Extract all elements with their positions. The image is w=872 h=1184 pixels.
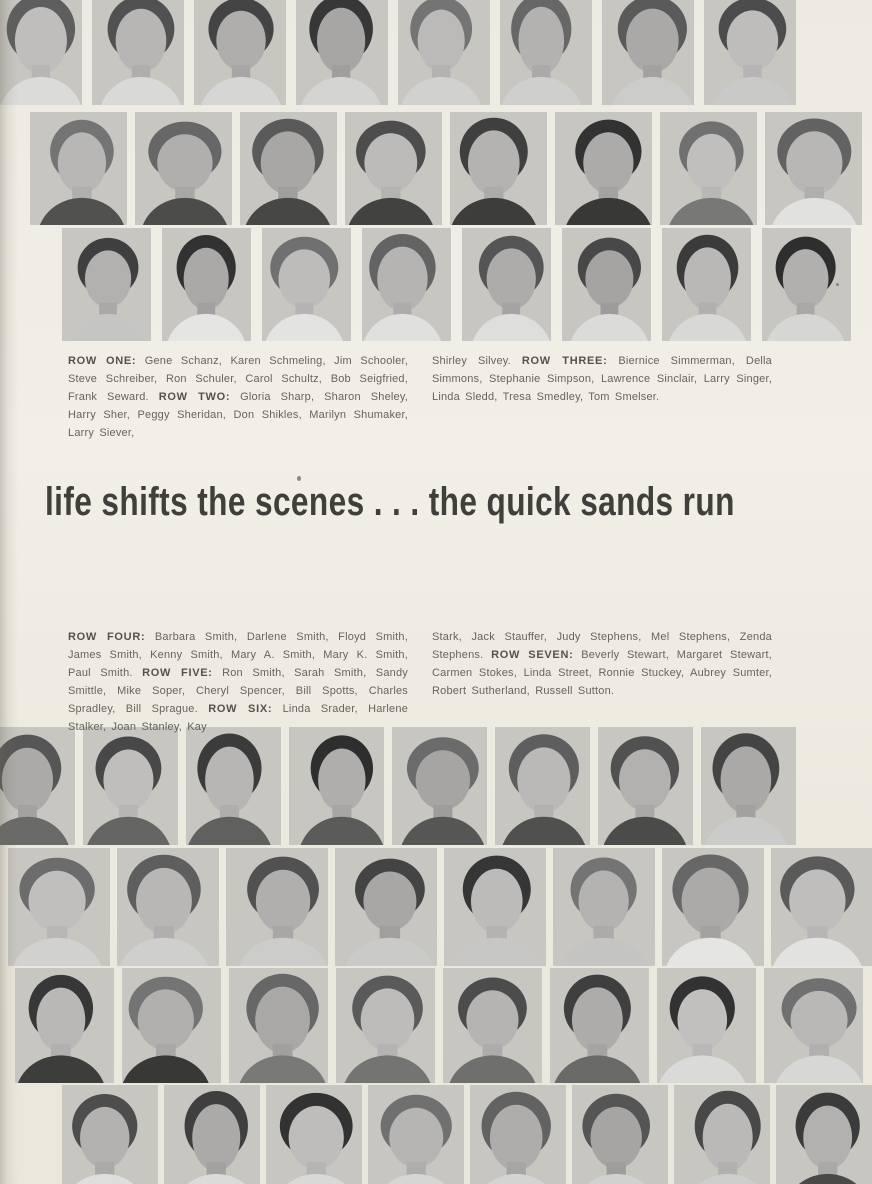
portrait-photo	[164, 1085, 260, 1184]
portrait-photo	[8, 848, 110, 966]
portrait-photo	[368, 1085, 464, 1184]
portrait-photo	[392, 727, 487, 845]
portrait-photo	[662, 228, 751, 341]
portrait-photo	[598, 727, 693, 845]
row-label: ROW TWO:	[158, 391, 231, 403]
portrait-photo	[443, 968, 542, 1083]
portrait-photo	[345, 112, 442, 225]
portrait-photo	[62, 1085, 158, 1184]
caption-column-left: ROW ONE: Gene Schanz, Karen Schmeling, Jim Schooler, Steve Schreiber, Ron Schuler, Carol Schultz, Bob Seigfried, Frank Seward. ROW TWO: Gloria Sharp, Sharon Sheley, Harry Sher, Peggy Sheridan, Don Shikles, Marilyn Shumaker, Larry Siever,	[68, 355, 408, 439]
portrait-photo	[555, 112, 652, 225]
page-headline: life shifts the scenes . . . the quick sands run	[45, 480, 735, 524]
photo-row-1	[0, 0, 796, 105]
portrait-photo	[462, 228, 551, 341]
row-label: ROW FOUR:	[68, 631, 146, 643]
photo-row-5	[8, 848, 872, 966]
caption-column-left: ROW FOUR: Barbara Smith, Darlene Smith, Floyd Smith, James Smith, Kenny Smith, Mary A. Smith, Mary K. Smith, Paul Smith. ROW FIVE: Ron Smith, Sarah Smith, Sandy Smittle, Mike Soper, Cheryl Spencer, Bill Spotts, Charles Spradley, Bill Sprague. ROW SIX: Linda Srader, Harlene Stalker, Joan Stanley, Kay	[68, 631, 409, 733]
caption-block-rows-4-7	[68, 628, 772, 736]
portrait-photo	[226, 848, 328, 966]
portrait-photo	[562, 228, 651, 341]
portrait-photo	[444, 848, 546, 966]
portrait-photo	[550, 968, 649, 1083]
portrait-photo	[162, 228, 251, 341]
photo-row-4	[0, 727, 796, 845]
row-label: ROW SEVEN:	[491, 649, 574, 661]
portrait-photo	[135, 112, 232, 225]
portrait-photo	[229, 968, 328, 1083]
portrait-photo	[296, 0, 388, 105]
row-label: ROW THREE:	[521, 355, 608, 367]
portrait-photo	[500, 0, 592, 105]
portrait-photo	[771, 848, 872, 966]
portrait-photo	[92, 0, 184, 105]
portrait-photo	[776, 1085, 872, 1184]
portrait-photo	[122, 968, 221, 1083]
portrait-photo	[657, 968, 756, 1083]
portrait-photo	[450, 112, 547, 225]
portrait-photo	[186, 727, 281, 845]
photo-row-6	[15, 968, 863, 1083]
portrait-photo	[83, 727, 178, 845]
caption-column-right: Stark, Jack Stauffer, Judy Stephens, Mel Stephens, Zenda Stephens. ROW SEVEN: Beverly Stewart, Margaret Stewart, Carmen Stokes, Linda Street, Ronnie Stuckey, Aubrey Sumter, Robert Sutherland, Russell Sutton.	[432, 631, 772, 697]
portrait-photo	[660, 112, 757, 225]
portrait-photo	[30, 112, 127, 225]
caption-column-right: Shirley Silvey. ROW THREE: Biernice Simmerman, Della Simmons, Stephanie Simpson, Lawrence Sinclair, Larry Singer, Linda Sledd, Tresa Smedley, Tom Smelser.	[432, 355, 772, 403]
portrait-photo	[15, 968, 114, 1083]
portrait-photo	[553, 848, 655, 966]
portrait-photo	[0, 0, 82, 105]
portrait-photo	[674, 1085, 770, 1184]
portrait-photo	[117, 848, 219, 966]
row-label: ROW ONE:	[68, 355, 137, 367]
portrait-photo	[0, 727, 75, 845]
portrait-photo	[764, 968, 863, 1083]
portrait-photo	[572, 1085, 668, 1184]
portrait-photo	[765, 112, 862, 225]
portrait-photo	[704, 0, 796, 105]
portrait-photo	[602, 0, 694, 105]
portrait-photo	[336, 968, 435, 1083]
caption-block-rows-1-3	[68, 352, 772, 442]
portrait-photo	[266, 1085, 362, 1184]
portrait-photo	[262, 228, 351, 341]
portrait-photo	[362, 228, 451, 341]
photo-row-3	[62, 228, 851, 341]
portrait-photo	[701, 727, 796, 845]
portrait-photo	[289, 727, 384, 845]
portrait-photo	[240, 112, 337, 225]
portrait-photo	[662, 848, 764, 966]
portrait-photo	[398, 0, 490, 105]
portrait-photo	[495, 727, 590, 845]
row-label: ROW FIVE:	[142, 667, 213, 679]
portrait-photo	[335, 848, 437, 966]
scan-speck	[836, 283, 839, 286]
photo-row-7	[62, 1085, 872, 1184]
portrait-photo	[194, 0, 286, 105]
portrait-photo	[62, 228, 151, 341]
portrait-photo	[470, 1085, 566, 1184]
photo-row-2	[30, 112, 862, 225]
row-label: ROW SIX:	[208, 703, 273, 715]
